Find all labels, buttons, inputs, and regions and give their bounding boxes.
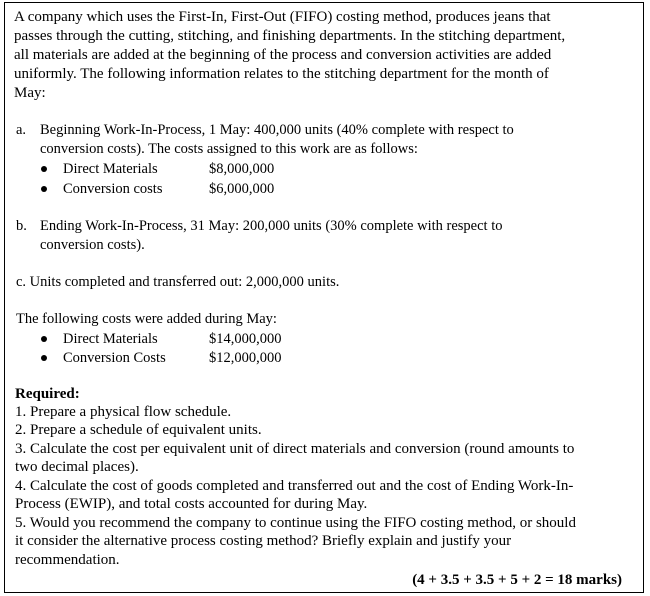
bullet-icon	[41, 186, 47, 192]
bullet-icon	[41, 355, 47, 361]
intro-line: uniformly. The following information relates to the stitching department for the month of	[14, 66, 549, 82]
cost-label: Conversion costs	[63, 181, 163, 197]
added-heading: The following costs were added during May:	[16, 311, 277, 327]
item-a-marker: a.	[16, 122, 27, 138]
required-item: 1. Prepare a physical flow schedule.	[15, 404, 232, 420]
required-heading: Required:	[15, 386, 80, 402]
required-item: 5. Would you recommend the company to continue using the FIFO costing method, or should	[15, 515, 576, 531]
required-item: Process (EWIP), and total costs accounted for during May.	[15, 496, 368, 512]
item-b-marker: b.	[16, 218, 27, 234]
bullet-icon	[41, 336, 47, 342]
cost-label: Direct Materials	[63, 331, 158, 347]
cost-value: $12,000,000	[209, 350, 282, 366]
required-item: 4. Calculate the cost of goods completed and transferred out and the cost of Ending Work-In-	[15, 478, 574, 494]
cost-value: $14,000,000	[209, 331, 282, 347]
item-b-line: conversion costs).	[40, 237, 145, 253]
required-item: recommendation.	[15, 552, 120, 568]
cost-label: Direct Materials	[63, 161, 158, 177]
intro-line: passes through the cutting, stitching, and finishing departments. In the stitching department,	[14, 28, 566, 44]
cost-value: $6,000,000	[209, 181, 275, 197]
intro-line: all materials are added at the beginning of the process and conversion activities are added	[14, 47, 552, 63]
cost-label: Conversion Costs	[63, 350, 166, 366]
marks-total: (4 + 3.5 + 3.5 + 5 + 2 = 18 marks)	[412, 572, 622, 588]
cost-value: $8,000,000	[209, 161, 275, 177]
item-b-line: Ending Work-In-Process, 31 May: 200,000 units (30% complete with respect to	[40, 218, 503, 234]
item-a-line: conversion costs). The costs assigned to this work are as follows:	[40, 141, 418, 157]
required-item: two decimal places).	[15, 459, 139, 475]
required-item: 3. Calculate the cost per equivalent unit of direct materials and conversion (round amounts to	[15, 441, 575, 457]
bullet-icon	[41, 166, 47, 172]
item-c: c. Units completed and transferred out: 2,000,000 units.	[16, 274, 340, 290]
intro-line: May:	[14, 85, 46, 101]
item-a-line: Beginning Work-In-Process, 1 May: 400,000 units (40% complete with respect to	[40, 122, 514, 138]
required-item: it consider the alternative process costing method? Briefly explain and justify your	[15, 533, 512, 549]
intro-line: A company which uses the First-In, First-Out (FIFO) costing method, produces jeans that	[14, 9, 551, 25]
required-item: 2. Prepare a schedule of equivalent units.	[15, 422, 262, 438]
